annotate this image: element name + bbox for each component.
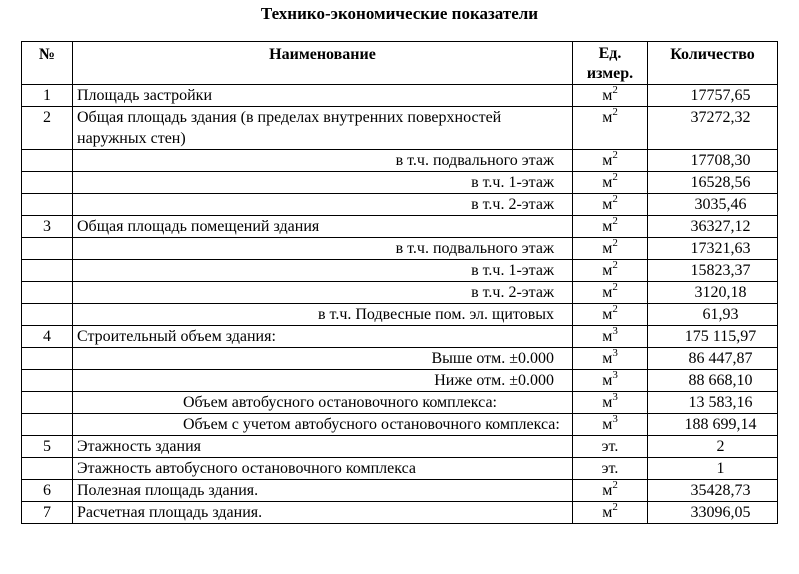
row-number: 3 — [22, 216, 73, 238]
row-quantity: 17708,30 — [648, 150, 778, 172]
unit-exponent: 2 — [612, 302, 618, 315]
row-name: Этажность здания — [73, 436, 573, 458]
row-unit — [573, 414, 648, 436]
row-quantity: 1 — [648, 458, 778, 480]
row-unit — [573, 238, 648, 260]
row-number — [22, 414, 73, 436]
table-row — [22, 260, 778, 282]
row-unit — [573, 194, 648, 216]
row-quantity: 17321,63 — [648, 238, 778, 260]
unit-exponent: 3 — [612, 368, 618, 381]
row-name: Строительный объем здания: — [73, 326, 573, 348]
unit-exponent: 2 — [612, 83, 618, 96]
unit-exponent: 2 — [612, 236, 618, 249]
row-quantity: 2 — [648, 436, 778, 458]
row-quantity: 88 668,10 — [648, 370, 778, 392]
row-quantity: 16528,56 — [648, 172, 778, 194]
unit-base: м — [602, 394, 613, 411]
unit-base: м — [602, 218, 613, 235]
table-row — [22, 436, 778, 458]
row-name: Расчетная площадь здания. — [73, 502, 573, 524]
unit-exponent: 3 — [612, 390, 618, 403]
unit-exponent: 3 — [612, 324, 618, 337]
unit-exponent: 2 — [612, 280, 618, 293]
row-unit — [573, 480, 648, 502]
unit-exponent: 2 — [612, 148, 618, 161]
row-number — [22, 150, 73, 172]
row-unit — [573, 458, 648, 480]
document-title: Технико-экономические показатели — [260, 4, 539, 23]
unit-exponent: 2 — [612, 214, 618, 227]
unit-base: м — [602, 328, 613, 345]
row-quantity: 35428,73 — [648, 480, 778, 502]
header-quantity: Количество — [648, 42, 778, 85]
row-number: 5 — [22, 436, 73, 458]
unit-exponent: 2 — [612, 105, 618, 118]
row-number — [22, 282, 73, 304]
row-name: в т.ч. подвального этаж — [73, 150, 573, 172]
table-header-row — [22, 42, 778, 85]
row-quantity: 188 699,14 — [648, 414, 778, 436]
table-row — [22, 502, 778, 524]
table-row — [22, 194, 778, 216]
unit-base: м — [602, 109, 613, 126]
row-quantity: 175 115,97 — [648, 326, 778, 348]
row-name: Общая площадь здания (в пределах внутренних поверхностей наружных стен) — [73, 107, 573, 150]
row-unit — [573, 348, 648, 370]
row-unit — [573, 392, 648, 414]
table-row — [22, 392, 778, 414]
row-quantity: 3035,46 — [648, 194, 778, 216]
header-number: № — [22, 42, 73, 85]
unit-exponent: 2 — [612, 478, 618, 491]
row-quantity: 13 583,16 — [648, 392, 778, 414]
unit-base: м — [602, 504, 613, 521]
row-number — [22, 370, 73, 392]
row-unit — [573, 150, 648, 172]
row-number — [22, 392, 73, 414]
row-number — [22, 304, 73, 326]
row-number: 6 — [22, 480, 73, 502]
row-number — [22, 348, 73, 370]
unit-exponent: 2 — [612, 500, 618, 513]
unit-base: м — [602, 416, 613, 433]
unit-base: м — [602, 152, 613, 169]
unit-base: эт. — [601, 438, 619, 455]
row-quantity: 86 447,87 — [648, 348, 778, 370]
row-name: в т.ч. 1-этаж — [73, 172, 573, 194]
unit-exponent: 2 — [612, 258, 618, 271]
row-quantity: 33096,05 — [648, 502, 778, 524]
table-row — [22, 107, 778, 150]
unit-base: м — [602, 87, 613, 104]
row-name: Этажность автобусного остановочного комплекса — [73, 458, 573, 480]
row-unit — [573, 216, 648, 238]
row-name: Объем с учетом автобусного остановочного комплекса: — [73, 414, 573, 436]
row-name: Объем автобусного остановочного комплекса: — [73, 392, 573, 414]
row-unit — [573, 282, 648, 304]
row-number: 7 — [22, 502, 73, 524]
unit-base: м — [602, 262, 613, 279]
row-unit — [573, 260, 648, 282]
row-name: в т.ч. 2-этаж — [73, 282, 573, 304]
table-row — [22, 348, 778, 370]
table-row — [22, 216, 778, 238]
table-row — [22, 150, 778, 172]
unit-exponent: 2 — [612, 170, 618, 183]
row-quantity: 15823,37 — [648, 260, 778, 282]
row-number — [22, 172, 73, 194]
row-unit — [573, 85, 648, 107]
header-name: Наименование — [73, 42, 573, 85]
row-name: Ниже отм. ±0.000 — [73, 370, 573, 392]
row-name: Полезная площадь здания. — [73, 480, 573, 502]
row-name: в т.ч. 1-этаж — [73, 260, 573, 282]
row-name: Площадь застройки — [73, 85, 573, 107]
table-row — [22, 85, 778, 107]
table-row — [22, 282, 778, 304]
table-row — [22, 326, 778, 348]
table-row — [22, 304, 778, 326]
row-unit — [573, 370, 648, 392]
unit-base: м — [602, 350, 613, 367]
row-number — [22, 458, 73, 480]
table-row — [22, 480, 778, 502]
row-unit — [573, 172, 648, 194]
row-quantity: 3120,18 — [648, 282, 778, 304]
table-body — [22, 85, 778, 524]
row-unit — [573, 304, 648, 326]
row-name: Общая площадь помещений здания — [73, 216, 573, 238]
row-unit — [573, 326, 648, 348]
row-name: в т.ч. подвального этаж — [73, 238, 573, 260]
unit-base: м — [602, 482, 613, 499]
unit-base: м — [602, 284, 613, 301]
row-quantity: 37272,32 — [648, 107, 778, 150]
unit-base: эт. — [601, 460, 619, 477]
table-row — [22, 414, 778, 436]
row-quantity: 36327,12 — [648, 216, 778, 238]
table-row — [22, 172, 778, 194]
table-row — [22, 458, 778, 480]
unit-exponent: 2 — [612, 192, 618, 205]
header-unit: Ед. измер. — [573, 42, 648, 85]
row-number: 1 — [22, 85, 73, 107]
row-number: 4 — [22, 326, 73, 348]
unit-exponent: 3 — [612, 412, 618, 425]
row-number — [22, 260, 73, 282]
row-number: 2 — [22, 107, 73, 150]
row-unit — [573, 107, 648, 150]
table-row — [22, 370, 778, 392]
row-name: в т.ч. Подвесные пом. эл. щитовых — [73, 304, 573, 326]
row-name: в т.ч. 2-этаж — [73, 194, 573, 216]
unit-base: м — [602, 174, 613, 191]
row-unit — [573, 502, 648, 524]
row-quantity: 61,93 — [648, 304, 778, 326]
indicators-table — [21, 41, 778, 524]
row-number — [22, 194, 73, 216]
table-row — [22, 238, 778, 260]
row-name: Выше отм. ±0.000 — [73, 348, 573, 370]
row-unit — [573, 436, 648, 458]
unit-exponent: 3 — [612, 346, 618, 359]
unit-base: м — [602, 196, 613, 213]
unit-base: м — [602, 240, 613, 257]
unit-base: м — [602, 372, 613, 389]
unit-base: м — [602, 306, 613, 323]
row-quantity: 17757,65 — [648, 85, 778, 107]
row-number — [22, 238, 73, 260]
